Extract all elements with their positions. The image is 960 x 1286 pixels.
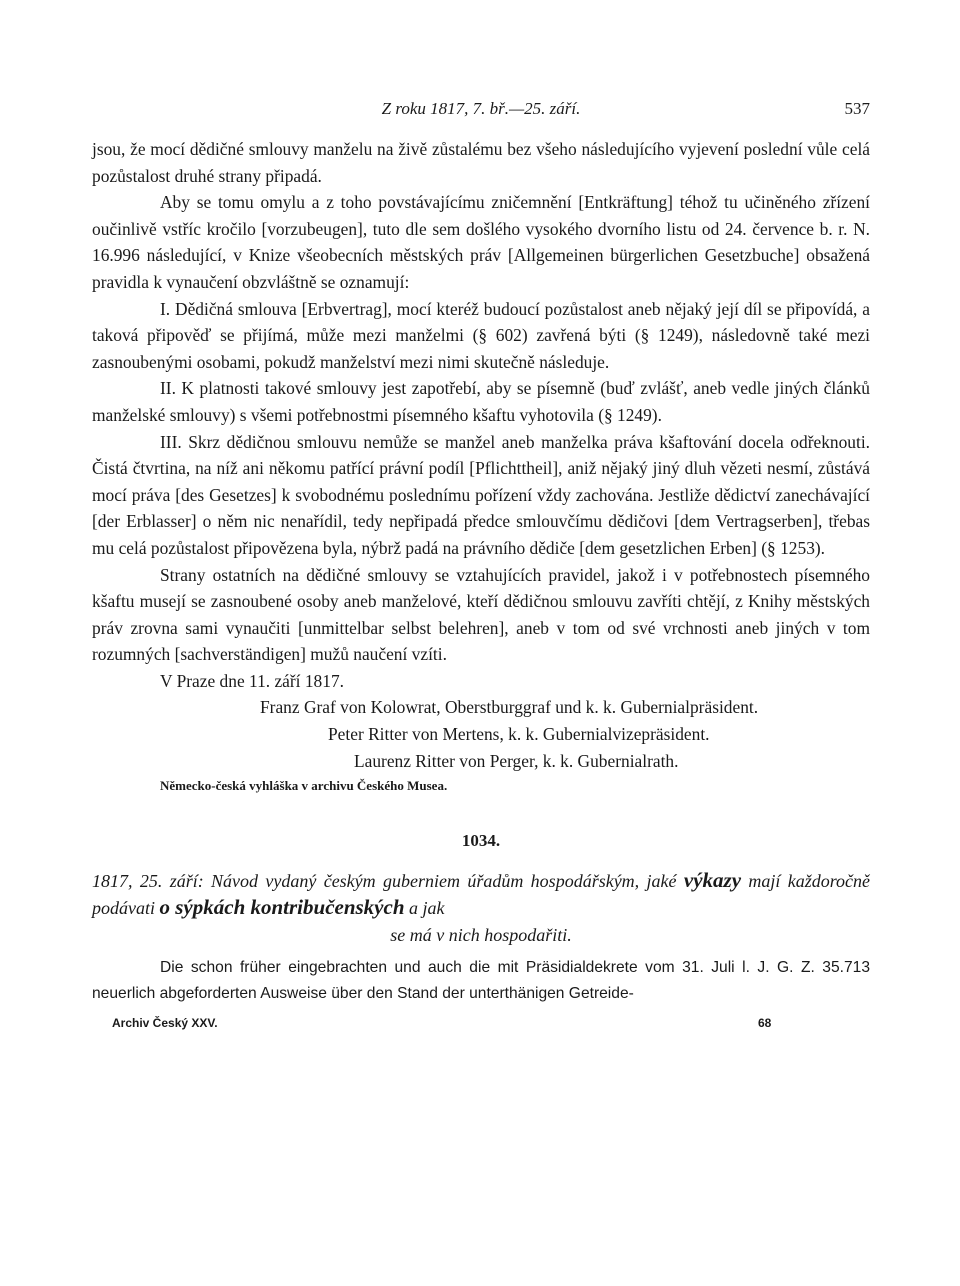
- german-paragraph: Die schon früher eingebrachten und auch die mit Präsidialdekrete vom 31. Juli l. J. G. Z. 35.713 neuerlich abgeforderten Ausweise über den Stand der unterthänigen Getreide-: [92, 958, 870, 1003]
- page-header: [92, 96, 870, 120]
- title-part-1: 1817, 25. září: Návod vydaný českým guberniem úřadům hospodářským, jaké: [92, 870, 677, 891]
- document-number: 1034.: [461, 831, 501, 851]
- paragraph-1: jsou, že mocí dědičné smlouvy manželu na živě zůstalému bez všeho následujícího vyjevení poslední vůle celá pozůstalost druhé strany připadá.: [92, 139, 870, 186]
- signature-mertens: Peter Ritter von Mertens, k. k. Gubernialvizepräsident.: [328, 724, 710, 745]
- document-page: [92, 96, 870, 1034]
- footer-sheet-number: 68: [758, 1015, 772, 1030]
- title-part-3: a jak: [409, 898, 445, 919]
- title-part-2: mají každoročně podávati: [92, 870, 871, 919]
- paragraph-2: Aby se tomu omylu a z toho povstávajícímu zničemnění [Entkräftung] téhož tu učiněného zřízení oučinlivě vstříc kročilo [vorzubeugen], tuto dle sem došlého vysokého dvorního listu od 24. července b. r. N. 16.996 následující, v Knize všeobecních městských práv [Allgemeinen bürgerlichen Gesetzbuche] obsažená pravidla k vynaučení obzvláštně se oznamují:: [92, 192, 870, 292]
- paragraph-3: I. Dědičná smlouva [Erbvertrag], mocí kteréž budoucí pozůstalost aneb nějaký její díl se připovídá, a taková připověď se přijímá, může mezi manželmi (§ 602) zavřená býti (§ 1249), následovně také mezi zasnoubenými osobami, pokudž manželství mezi nimi skutečně následuje.: [92, 298, 870, 372]
- paragraph-5: III. Skrz dědičnou smlouvu nemůže se manžel aneb manželka práva kšaftování docela odřeknouti. Čistá čtvrtina, na níž ani někomu patřící právní podíl [Pflichttheil], aniž nějaký jiný dluh vězeti nesmí, zůstává mocí práva [des Gesetzes] k svobodnému poslednímu pořízení vždy zachována. Jestliže dědictví zanechávající [der Erblasser] o něm nic nenařídil, tedy nepřipadá předce smlouvčímu dědičovi [dem Vertragserben], třebas mu celá pozůstalost připovězena byla, nýbrž padá na právního dědiče [dem gesetzlichen Erben] (§ 1253).: [92, 431, 870, 558]
- title-last-line: se má v nich hospodařiti.: [390, 925, 572, 946]
- title-emphasis-2: o sýpkách kontribučenských: [159, 895, 405, 920]
- footer-signature: Archiv Český XXV.: [112, 1015, 218, 1030]
- page-footer: [92, 1010, 870, 1034]
- date-line: V Praze dne 11. září 1817.: [160, 670, 344, 691]
- source-note: Německo-česká vyhláška v archivu Českého Musea.: [160, 778, 448, 794]
- page-number: 537: [844, 99, 870, 118]
- paragraph-6: Strany ostatních na dědičné smlouvy se vztahujících pravidel, jakož i v potřebnostech písemného kšaftu musejí se zasnoubené osoby aneb manželové, kteří dědičnou smlouvu zavříti chtějí, z Knihy městských práv zrovna sami vynaučiti [unmittelbar selbst belehren], aneb v tom od své vrchnosti aneb jiných v tom rozumných [sachverständigen] mužů naučení vzíti.: [92, 564, 870, 665]
- running-title: Z roku 1817, 7. bř.—25. září.: [381, 99, 581, 118]
- signature-perger: Laurenz Ritter von Perger, k. k. Gubernialrath.: [354, 750, 679, 771]
- title-emphasis-1: výkazy: [683, 867, 742, 892]
- document-title: [92, 867, 870, 949]
- paragraph-4: II. K platnosti takové smlouvy jest zapotřebí, aby se písemně (buď zvlášť, aneb vedle jiných článků manželské smlouvy) s všemi potřebnostmi písemného kšaftu vyhotovila (§ 1249).: [92, 378, 870, 425]
- signature-kolowrat: Franz Graf von Kolowrat, Oberstburggraf und k. k. Gubernialpräsident.: [260, 697, 759, 718]
